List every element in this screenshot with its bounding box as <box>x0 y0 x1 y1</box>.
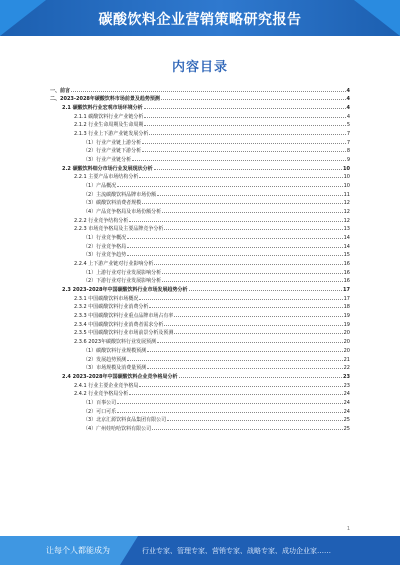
toc-entry-page: 5 <box>346 122 350 129</box>
toc-entry-page: 8 <box>346 148 350 155</box>
toc-entry-title: 2.2.1 主要产品市场结构分析 <box>74 174 139 181</box>
toc-leader-dots <box>129 220 342 222</box>
toc-entry-page: 10 <box>343 165 350 172</box>
toc-entry-page: 7 <box>346 139 350 146</box>
toc-entry[interactable] <box>50 85 350 94</box>
toc-entry-page: 4 <box>346 87 350 94</box>
toc-entry-page: 14 <box>343 243 350 250</box>
toc-entry[interactable] <box>50 397 350 406</box>
toc-entry-title: （1）碳酸饮料行业规模预测 <box>83 347 147 354</box>
toc-leader-dots <box>129 393 342 395</box>
toc-entry-title: （3）行业产业链分析 <box>83 157 132 164</box>
toc-leader-dots <box>157 194 342 196</box>
toc-leader-dots <box>189 289 343 291</box>
toc-entry-title: 2.1.3 行业上下游产业链发展分析 <box>74 131 149 138</box>
toc-entry-page: 17 <box>343 287 350 294</box>
toc-entry-title: （1）上游行业对行业发展影响分析 <box>83 269 162 276</box>
toc-entry[interactable] <box>50 128 350 137</box>
toc-leader-dots <box>154 168 342 170</box>
toc-leader-dots <box>142 150 346 152</box>
toc-entry-page: 21 <box>343 356 350 363</box>
toc-entry-title: 2.1.1 碳酸饮料行业产业链分析 <box>74 113 144 120</box>
toc-entry-title: 2.4 2023-2028年中国碳酸饮料企业竞争格局分析 <box>62 373 178 380</box>
toc-entry-title: 一、前言 <box>50 87 71 94</box>
toc-entry-title: （4）广州娃哈哈饮料有限公司 <box>83 425 152 432</box>
toc-leader-dots <box>161 98 346 100</box>
toc-entry[interactable] <box>50 172 350 181</box>
toc-entry[interactable] <box>50 389 350 398</box>
toc-entry-title: （2）行业产业链下游分析 <box>83 148 142 155</box>
toc-entry[interactable] <box>50 336 350 345</box>
toc-heading: 内容目录 <box>171 60 228 75</box>
toc-entry[interactable] <box>50 302 350 311</box>
toc-entry[interactable] <box>50 380 350 389</box>
toc-entry-page: 24 <box>343 399 350 406</box>
toc-entry-page: 24 <box>343 408 350 415</box>
toc-entry-title: （1）百事公司 <box>83 399 117 406</box>
toc-entry-page: 7 <box>346 131 350 138</box>
toc-entry-page: 20 <box>343 339 350 346</box>
toc-entry[interactable] <box>50 267 350 276</box>
toc-entry[interactable] <box>50 102 350 111</box>
toc-entry[interactable] <box>50 250 350 259</box>
toc-entry-title: 2.3.1 中国碳酸饮料市场概况 <box>74 295 139 302</box>
toc-leader-dots <box>139 298 342 300</box>
toc-leader-dots <box>162 272 342 274</box>
toc-entry-title: （2）行业竞争格局 <box>83 243 127 250</box>
toc-leader-dots <box>154 263 342 265</box>
toc-leader-dots <box>167 419 342 421</box>
page-number: 1 <box>346 526 350 532</box>
toc-entry-title: （1）产品概况 <box>83 183 117 190</box>
toc-entry-title: 二、2023-2028年碳酸饮料市场前景及趋势预测 <box>50 96 160 103</box>
toc-entry[interactable] <box>50 423 350 432</box>
toc-leader-dots <box>149 133 345 135</box>
toc-entry[interactable] <box>50 284 350 293</box>
toc-entry[interactable] <box>50 258 350 267</box>
toc-leader-dots <box>142 202 342 204</box>
footer-slogan-right: 行业专家、管理专家、营销专家、战略专家、成功企业家…… <box>142 547 331 555</box>
toc-leader-dots <box>164 324 342 326</box>
toc-entry-title: 2.3.6 2023年碳酸饮料行业发展预测 <box>74 339 157 346</box>
toc-entry-page: 22 <box>343 365 350 372</box>
toc-entry-title: 2.4.2 行业竞争格局分析 <box>74 391 129 398</box>
toc-entry[interactable] <box>50 363 350 372</box>
toc-leader-dots <box>144 107 346 109</box>
toc-leader-dots <box>139 385 342 387</box>
toc-entry[interactable] <box>50 146 350 155</box>
toc-entry-page: 25 <box>343 425 350 432</box>
toc-entry[interactable] <box>50 232 350 241</box>
toc-entry[interactable] <box>50 406 350 415</box>
toc-entry-title: （3）市场规模及消费量预测 <box>83 365 147 372</box>
toc-entry-page: 10 <box>343 174 350 181</box>
toc-leader-dots <box>139 176 342 178</box>
toc-entry[interactable] <box>50 154 350 163</box>
toc-entry[interactable] <box>50 206 350 215</box>
toc-entry-title: 2.1.2 行业生命周期及生命周期 <box>74 122 144 129</box>
toc-entry[interactable] <box>50 189 350 198</box>
toc-entry-page: 4 <box>346 105 350 112</box>
toc-entry[interactable] <box>50 224 350 233</box>
toc-leader-dots <box>149 306 342 308</box>
toc-leader-dots <box>71 90 346 92</box>
toc-entry[interactable] <box>50 354 350 363</box>
toc-entry-page: 23 <box>343 382 350 389</box>
toc-entry[interactable] <box>50 94 350 103</box>
toc-entry[interactable] <box>50 328 350 337</box>
toc-entry-title: 2.3.2 中国碳酸饮料行业消费分析 <box>74 304 149 311</box>
table-of-contents <box>50 85 350 432</box>
toc-entry-title: （3）北京汇源饮料食品集团有限公司 <box>83 417 167 424</box>
toc-entry-page: 20 <box>343 347 350 354</box>
toc-entry-page: 19 <box>343 313 350 320</box>
toc-entry-page: 23 <box>343 373 350 380</box>
toc-entry[interactable] <box>50 319 350 328</box>
toc-entry-title: 2.2.3 市场竞争格局及主要品牌竞争分析 <box>74 226 164 233</box>
toc-entry-page: 12 <box>343 209 350 216</box>
toc-entry-page: 16 <box>343 261 350 268</box>
toc-leader-dots <box>127 359 342 361</box>
toc-entry-title: （2）发展趋势预测 <box>83 356 127 363</box>
toc-leader-dots <box>132 159 346 161</box>
toc-entry[interactable] <box>50 137 350 146</box>
toc-entry-page: 18 <box>343 304 350 311</box>
toc-entry-page: 20 <box>343 330 350 337</box>
toc-leader-dots <box>157 341 343 343</box>
toc-entry[interactable] <box>50 345 350 354</box>
footer-slogan-left: 让每个人都能成为 <box>46 546 110 555</box>
toc-entry-title: （2）可口可乐 <box>83 408 117 415</box>
toc-leader-dots <box>147 367 342 369</box>
toc-entry-page: 14 <box>343 235 350 242</box>
toc-entry-title: （3）碳酸饮料消费者规模 <box>83 200 142 207</box>
toc-entry-title: 2.3.5 中国碳酸饮料行业市场前景分析及预测 <box>74 330 174 337</box>
toc-leader-dots <box>162 280 342 282</box>
toc-leader-dots <box>152 428 342 430</box>
toc-entry[interactable] <box>50 241 350 250</box>
toc-entry[interactable] <box>50 120 350 129</box>
toc-entry-page: 9 <box>346 157 350 164</box>
toc-entry-page: 25 <box>343 417 350 424</box>
toc-entry-page: 15 <box>343 252 350 259</box>
report-title: 碳酸饮料企业营销策略研究报告 <box>98 12 302 28</box>
toc-leader-dots <box>179 376 343 378</box>
toc-entry[interactable] <box>50 111 350 120</box>
toc-leader-dots <box>174 332 342 334</box>
toc-entry-page: 12 <box>343 200 350 207</box>
toc-entry-title: 2.3.4 中国碳酸饮料行业消费者需求分析 <box>74 321 164 328</box>
toc-entry-page: 19 <box>343 321 350 328</box>
toc-leader-dots <box>117 411 342 413</box>
toc-leader-dots <box>162 211 342 213</box>
toc-leader-dots <box>127 237 342 239</box>
toc-leader-dots <box>174 315 342 317</box>
toc-entry-page: 10 <box>343 183 350 190</box>
toc-entry[interactable] <box>50 371 350 380</box>
toc-entry-title: （2）主流碳酸饮料品牌市场份额 <box>83 191 157 198</box>
toc-entry-page: 11 <box>343 191 350 198</box>
toc-entry-page: 24 <box>343 391 350 398</box>
toc-entry-page: 17 <box>343 295 350 302</box>
toc-leader-dots <box>127 254 342 256</box>
toc-entry-page: 16 <box>343 278 350 285</box>
toc-entry[interactable] <box>50 310 350 319</box>
toc-entry-title: 2.3 2023-2028年中国碳酸饮料行业市场发展趋势分析 <box>62 287 188 294</box>
toc-entry[interactable] <box>50 215 350 224</box>
toc-leader-dots <box>144 124 345 126</box>
toc-entry-page: 12 <box>343 217 350 224</box>
toc-entry-title: （2）下游行业对行业发展影响分析 <box>83 278 162 285</box>
toc-leader-dots <box>117 185 342 187</box>
toc-entry-title: 2.3.3 中国碳酸饮料行业重点品牌市场占有率 <box>74 313 174 320</box>
toc-leader-dots <box>127 246 342 248</box>
toc-entry-page: 4 <box>346 113 350 120</box>
toc-entry-page: 13 <box>343 226 350 233</box>
toc-entry[interactable] <box>50 163 350 172</box>
footer-banner <box>0 536 400 565</box>
toc-entry-title: （1）行业产业链上游分析 <box>83 139 142 146</box>
toc-entry-title: 2.2.2 行业竞争结构分析 <box>74 217 129 224</box>
toc-leader-dots <box>164 228 342 230</box>
toc-entry-page: 4 <box>346 96 350 103</box>
toc-entry-title: 2.1 碳酸饮料行业宏观市场环境分析 <box>62 105 143 112</box>
toc-entry[interactable] <box>50 198 350 207</box>
toc-entry-page: 16 <box>343 269 350 276</box>
toc-entry[interactable] <box>50 415 350 424</box>
toc-entry[interactable] <box>50 293 350 302</box>
toc-entry-title: 2.4.1 行业主要企业竞争格局 <box>74 382 139 389</box>
toc-entry-title: 2.2.4 上下游产业链对行业影响分析 <box>74 261 154 268</box>
toc-leader-dots <box>144 116 345 118</box>
toc-entry-title: （1）行业竞争概况 <box>83 235 127 242</box>
toc-entry[interactable] <box>50 180 350 189</box>
toc-entry-title: 2.2 碳酸饮料细分市场行业发展现状分析 <box>62 165 153 172</box>
report-header <box>0 0 400 36</box>
toc-entry[interactable] <box>50 276 350 285</box>
toc-leader-dots <box>147 350 342 352</box>
toc-entry-title: （3）行业竞争趋势 <box>83 252 127 259</box>
toc-leader-dots <box>117 402 342 404</box>
toc-entry-title: （4）产品竞争格局及市场份额分析 <box>83 209 162 216</box>
toc-leader-dots <box>142 142 346 144</box>
